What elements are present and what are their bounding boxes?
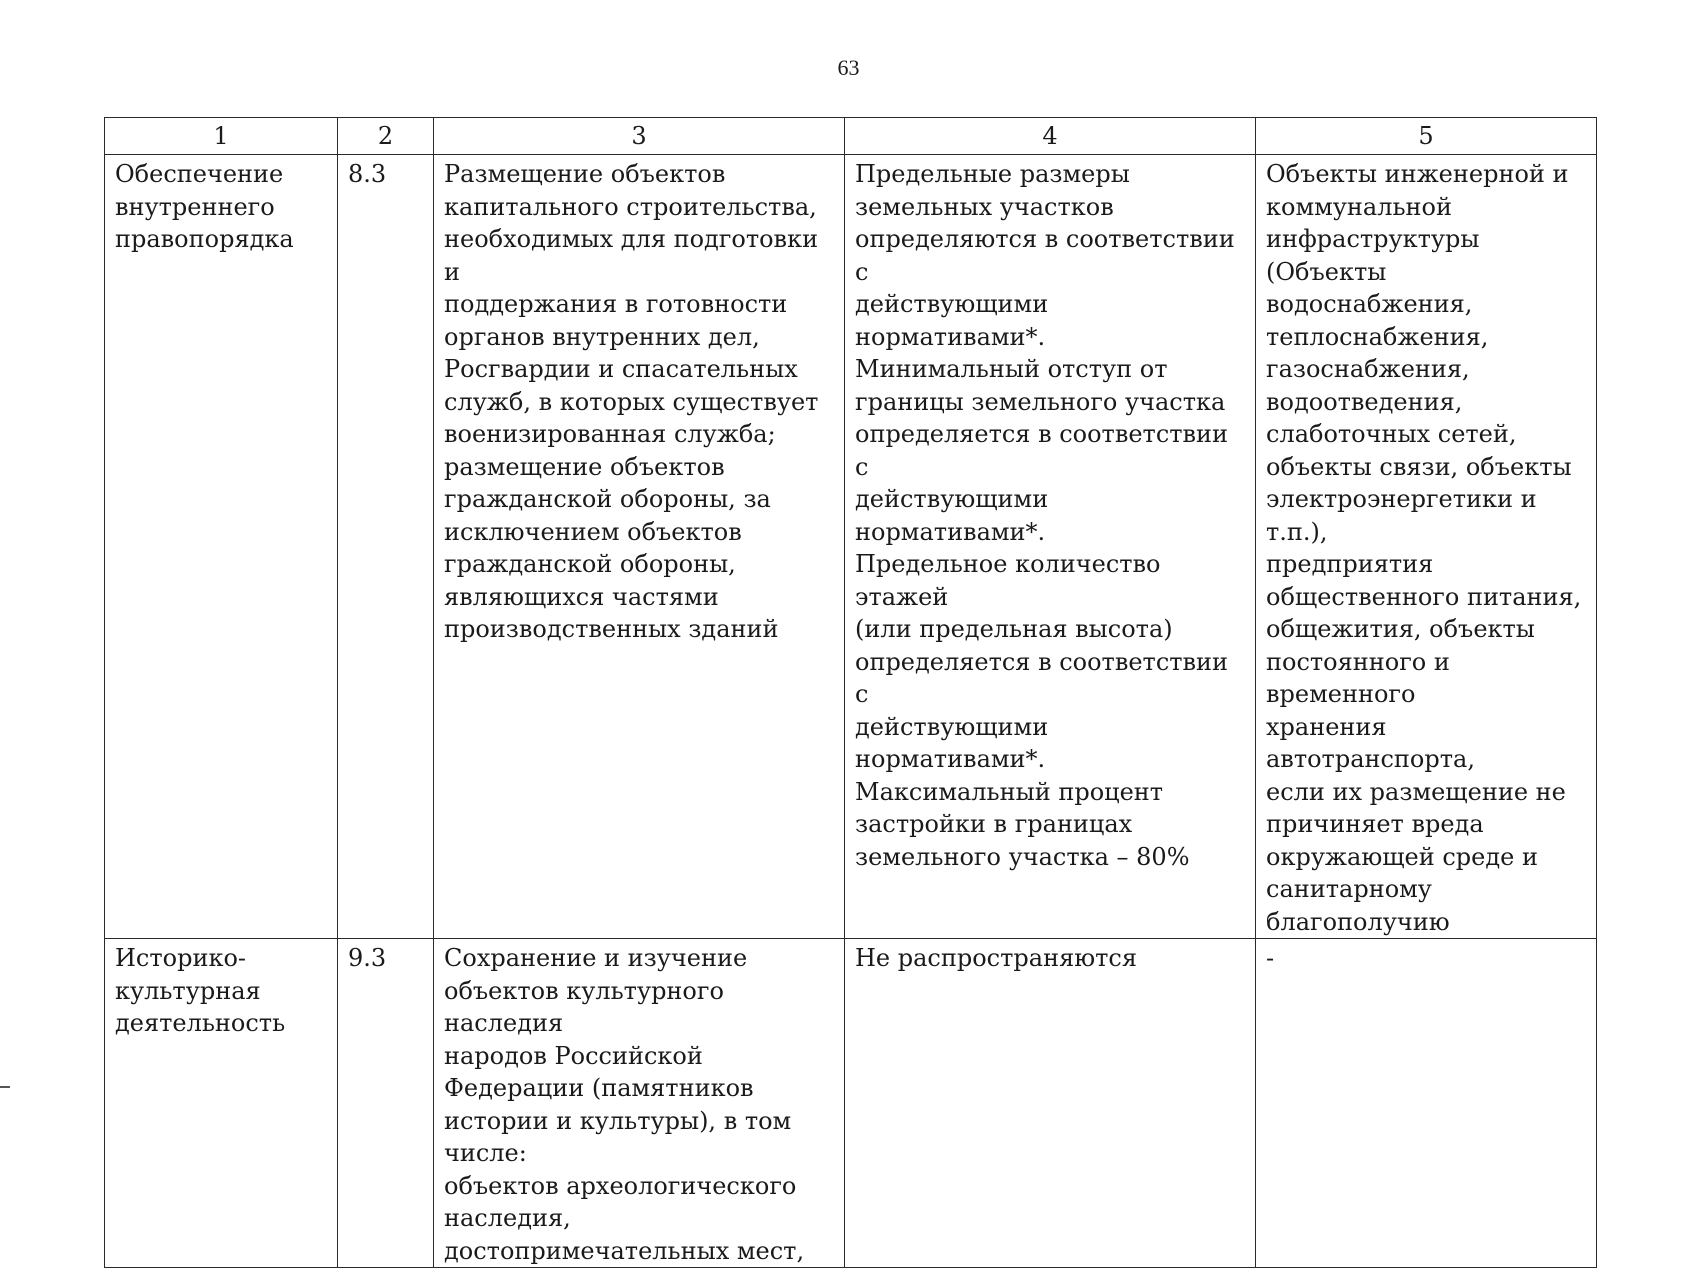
- margin-mark: [0, 1086, 10, 1088]
- land-use-description: Размещение объектов капитального строительства, необходимых для подготовки и поддержания в готовности органов внутренних дел, Росгвардии и спасательных служб, в которых существует военизированная служба; размещение объектов гражданской обороны, за исключением объектов гражданской обороны, являющихся частями производственных зданий: [434, 155, 845, 939]
- page-number: 63: [837, 55, 860, 80]
- land-use-description: Сохранение и изучение объектов культурного наследия народов Российской Федерации (памятников истории и культуры), в том числе: объектов археологического наследия, достопримечательных мест,: [434, 939, 845, 1268]
- land-use-code: 9.3: [338, 939, 434, 1268]
- building-parameters: Предельные размеры земельных участков определяются в соответствии с действующими нормативами*. Минимальный отступ от границы земельного участка определяется в соответствии с действующими нормативами*. Предельное количество этажей (или предельная высота) определяется в соответствии с действующими нормативами*. Максимальный процент застройки в границах земельного участка – 80%: [845, 155, 1256, 939]
- header-col-1: 1: [105, 118, 338, 155]
- header-col-5: 5: [1256, 118, 1597, 155]
- auxiliary-uses: Объекты инженерной и коммунальной инфраструктуры (Объекты водоснабжения, теплоснабжения, газоснабжения, водоотведения, слаботочных сетей, объекты связи, объекты электроэнергетики и т.п.), предприятия общественного питания, общежития, объекты постоянного и временного хранения автотранспорта, если их размещение не причиняет вреда окружающей среде и санитарному благополучию: [1256, 155, 1597, 939]
- table-row: [105, 155, 1597, 939]
- zoning-table-container: [104, 117, 1596, 1265]
- header-col-4: 4: [845, 118, 1256, 155]
- table-row: [105, 939, 1597, 1268]
- auxiliary-uses: -: [1256, 939, 1597, 1268]
- land-use-code: 8.3: [338, 155, 434, 939]
- header-col-3: 3: [434, 118, 845, 155]
- building-parameters: Не распространяются: [845, 939, 1256, 1268]
- header-col-2: 2: [338, 118, 434, 155]
- land-use-name: Историко- культурная деятельность: [105, 939, 338, 1268]
- zoning-table: [104, 117, 1597, 1268]
- land-use-name: Обеспечение внутреннего правопорядка: [105, 155, 338, 939]
- header-row: [105, 118, 1597, 155]
